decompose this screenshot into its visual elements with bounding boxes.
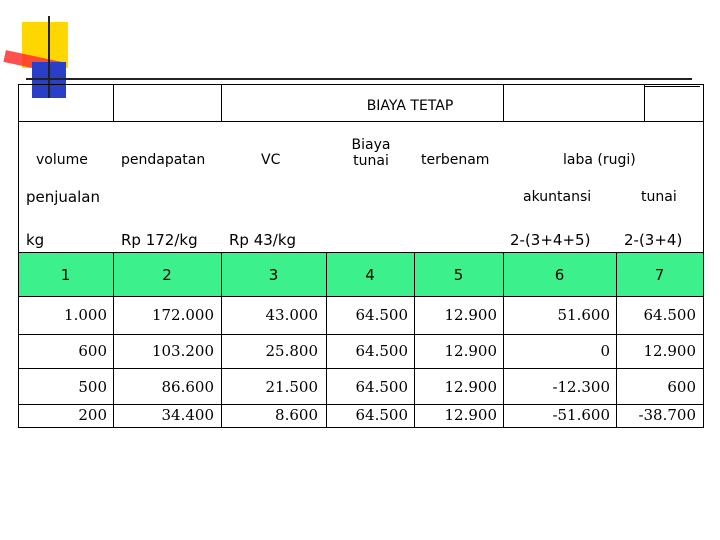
header-volume: volume: [36, 152, 88, 168]
cell-volume: 1.000: [64, 306, 107, 324]
cell-terbenam: 12.900: [444, 378, 497, 396]
cell-terbenam: 12.900: [444, 342, 497, 360]
header-akuntansi: akuntansi: [523, 189, 592, 205]
header-tunai: tunai: [641, 189, 677, 205]
cell-biaya-tunai: 64.500: [355, 306, 408, 324]
cell-laba-akuntansi: -12.300: [552, 378, 610, 396]
cell-pendapatan: 34.400: [161, 406, 214, 424]
unit-pendapatan: Rp 172/kg: [121, 231, 198, 249]
cell-laba-akuntansi: 51.600: [557, 306, 610, 324]
cell-biaya-tunai: 64.500: [355, 406, 408, 424]
column-number: 6: [554, 266, 565, 284]
column-number: 5: [453, 266, 464, 284]
cell-vc: 43.000: [265, 306, 318, 324]
header-laba: laba (rugi): [563, 152, 636, 168]
column-number: 7: [654, 266, 665, 284]
cell-vc: 21.500: [265, 378, 318, 396]
cell-volume: 200: [78, 406, 107, 424]
cell-vc: 25.800: [265, 342, 318, 360]
cell-biaya-tunai: 64.500: [355, 378, 408, 396]
cell-terbenam: 12.900: [444, 306, 497, 324]
header-biaya-line1: Biaya: [351, 137, 391, 153]
header-biaya-line2: tunai: [353, 153, 389, 169]
cell-laba-tunai: 600: [667, 378, 696, 396]
column-number: 3: [268, 266, 279, 284]
cell-terbenam: 12.900: [444, 406, 497, 424]
header-penjualan: penjualan: [26, 188, 100, 206]
formula-akuntansi: 2-(3+4+5): [510, 231, 591, 249]
cell-laba-tunai: -38.700: [638, 406, 696, 424]
formula-tunai: 2-(3+4): [624, 231, 683, 249]
unit-vc: Rp 43/kg: [229, 231, 297, 249]
column-number: 1: [60, 266, 71, 284]
cell-laba-akuntansi: 0: [600, 342, 610, 360]
cell-volume: 600: [78, 342, 107, 360]
cell-biaya-tunai: 64.500: [355, 342, 408, 360]
cell-laba-tunai: 64.500: [643, 306, 696, 324]
cell-laba-tunai: 12.900: [643, 342, 696, 360]
column-number: 4: [365, 266, 375, 284]
cell-laba-akuntansi: -51.600: [552, 406, 610, 424]
cell-volume: 500: [78, 378, 107, 396]
group-title: BIAYA TETAP: [366, 98, 454, 114]
header-pendapatan: pendapatan: [121, 152, 206, 168]
cell-pendapatan: 172.000: [151, 306, 214, 324]
cell-vc: 8.600: [275, 406, 318, 424]
cell-pendapatan: 103.200: [151, 342, 214, 360]
header-terbenam: terbenam: [421, 152, 490, 168]
unit-kg: kg: [26, 231, 45, 249]
column-number: 2: [162, 266, 172, 284]
header-vc: VC: [261, 152, 281, 168]
cell-pendapatan: 86.600: [161, 378, 214, 396]
